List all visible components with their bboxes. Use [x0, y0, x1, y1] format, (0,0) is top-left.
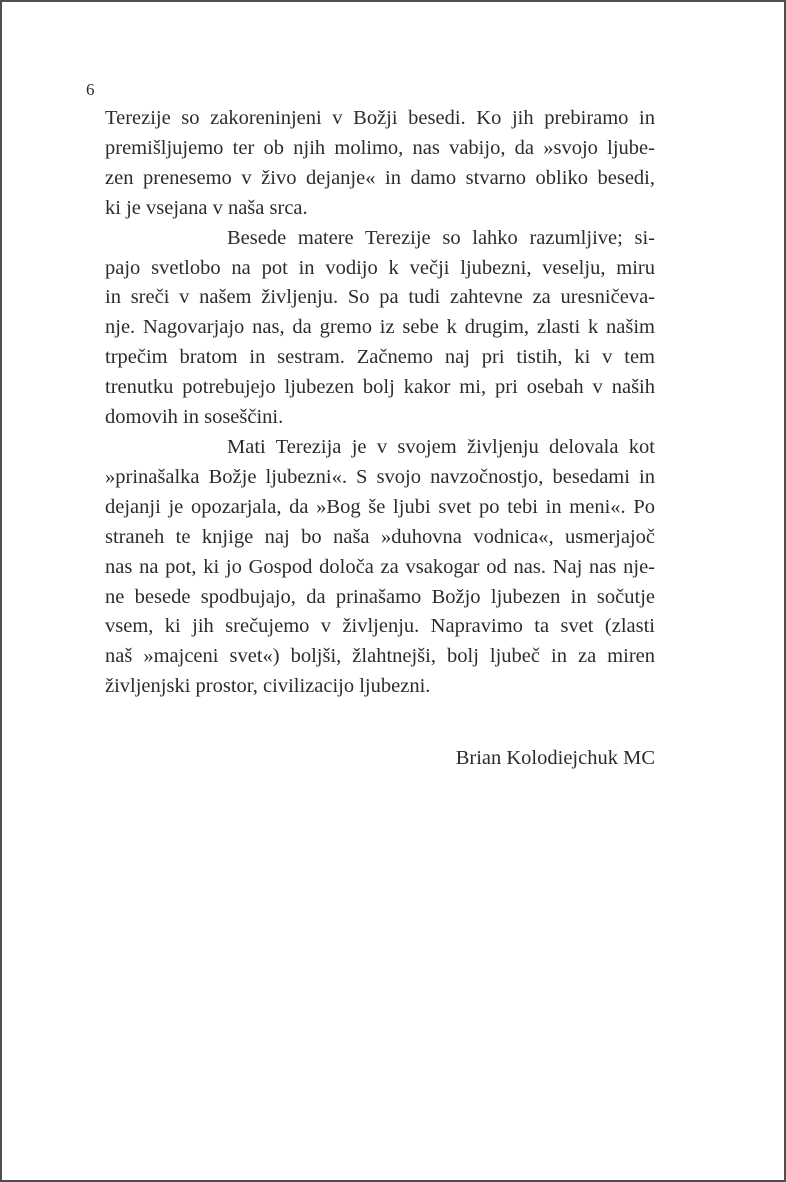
text-line: in sreči v našem življenju. So pa tudi zahtevne za uresničeva- — [105, 286, 655, 309]
text-line: dejanji je opozarjala, da »Bog še ljubi svet po tebi in meni«. Po — [105, 495, 655, 518]
text-line: zen prenesemo v živo dejanje« in damo stvarno obliko besedi, — [105, 166, 655, 189]
text-line: ne besede spodbujajo, da prinašamo Božjo ljubezen in sočutje — [105, 585, 655, 608]
text-block — [105, 104, 655, 774]
text-line: naš »majceni svet«) boljši, žlahtnejši, bolj ljubeč in za miren — [105, 645, 655, 668]
text-line: življenjski prostor, civilizacijo ljubezni. — [105, 675, 431, 698]
author-attribution: Brian Kolodiejchuk MC — [455, 747, 655, 770]
text-line: nas na pot, ki jo Gospod določa za vsakogar od nas. Naj nas nje- — [105, 555, 655, 578]
text-line: Besede matere Terezije so lahko razumljive; si- — [227, 226, 655, 249]
text-line: premišljujemo ter ob njih molimo, nas vabijo, da »svojo ljube- — [105, 136, 655, 159]
page-number: 6 — [86, 80, 95, 99]
paragraph-3 — [105, 433, 655, 702]
text-line: nje. Nagovarjajo nas, da gremo iz sebe k drugim, zlasti k našim — [105, 316, 655, 339]
text-line: ki je vsejana v naša srca. — [105, 196, 308, 219]
text-line: Terezije so zakoreninjeni v Božji besedi. Ko jih prebiramo in — [105, 107, 655, 129]
text-line: straneh te knjige naj bo naša »duhovna vodnica«, usmerjajoč — [105, 525, 655, 548]
text-line: Mati Terezija je v svojem življenju delovala kot — [227, 435, 655, 458]
paragraph-1 — [105, 104, 655, 224]
text-line: domovih in soseščini. — [105, 406, 284, 429]
text-line: vsem, ki jih srečujemo v življenju. Napravimo ta svet (zlasti — [105, 615, 655, 638]
text-line: pajo svetlobo na pot in vodijo k večji ljubezni, veselju, miru — [105, 256, 655, 279]
text-line: trenutku potrebujejo ljubezen bolj kakor mi, pri osebah v naših — [105, 376, 655, 399]
text-line: trpečim bratom in sestram. Začnemo naj pri tistih, ki v tem — [105, 346, 655, 369]
text-line: »prinašalka Božje ljubezni«. S svojo navzočnostjo, besedami in — [105, 465, 655, 488]
paragraph-2 — [105, 224, 655, 433]
